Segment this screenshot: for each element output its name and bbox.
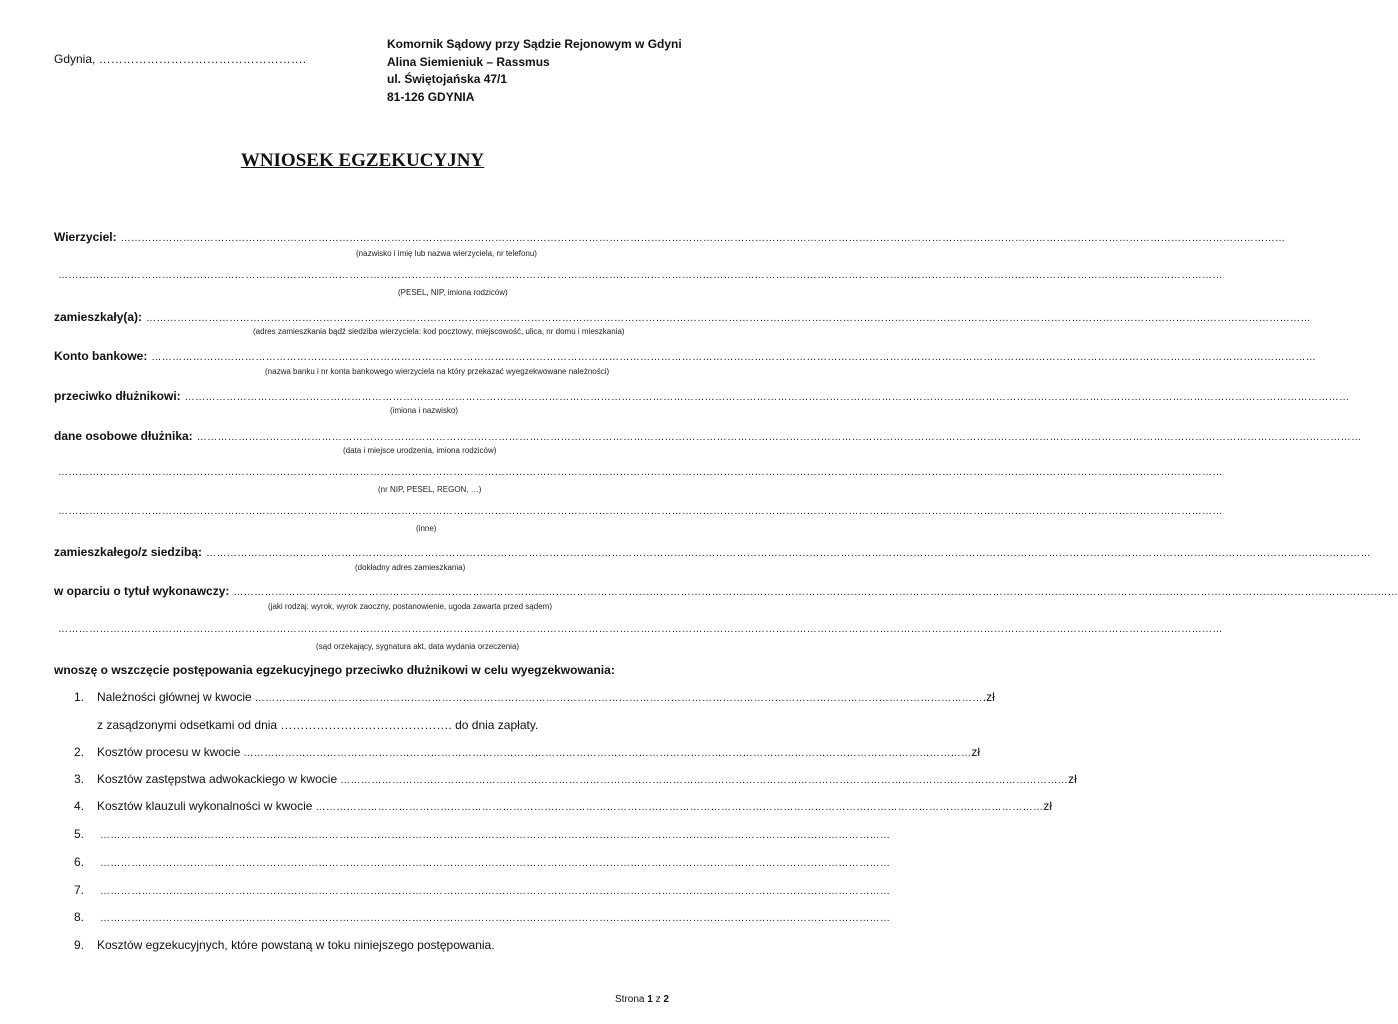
recipient-address [387, 36, 682, 106]
list-item[interactable] [74, 855, 891, 869]
item-text: Kosztów klauzuli wykonalności w kwocie [97, 799, 313, 813]
field-label: dane osobowe dłużnika: [54, 429, 193, 443]
page-footer [615, 994, 669, 1005]
field-hint: (nr NIP, PESEL, REGON, …) [378, 485, 482, 494]
fill-dots[interactable]: ………………………………………………………………………………………………………………………………………………………………………………………………………… [100, 830, 891, 841]
fill-dots[interactable]: ………………………………………………………………………………………………………………………………………………………………………………………………………………………………………………………………………………………………………… [58, 467, 1223, 478]
currency-unit: zł [1068, 772, 1077, 786]
list-item [74, 938, 674, 952]
interest-line[interactable]: z zasądzonymi odsetkami od dnia ……………………………………. do dnia zapłaty. [97, 718, 539, 732]
recipient-line: Alina Siemieniuk – Rassmus [387, 54, 550, 69]
field-hint: (sąd orzekający, sygnatura akt, data wydania orzeczenia) [316, 642, 520, 651]
field-hint: (data i miejsce urodzenia, imiona rodziców) [343, 446, 497, 455]
field-hint: (dokładny adres zamieszkania) [355, 563, 466, 572]
currency-unit: .zł [982, 690, 995, 704]
document-title: WNIOSEK EGZEKUCYJNY [240, 150, 485, 171]
page-number: 1 [647, 994, 653, 1005]
fill-dots[interactable]: ………………………………………………………………………………………………………………………………………………………………………………………………………………………………………………………………………………………………………… [146, 313, 1311, 324]
fill-dots[interactable]: ………………………………………………………………………………………………………………………………………………………………………………………………………… [100, 913, 891, 924]
item-number: 6. [74, 855, 85, 869]
list-item[interactable] [74, 799, 1053, 813]
field-label: przeciwko dłużnikowi: [54, 389, 181, 403]
fill-dots[interactable]: ………………………………………………………………………………………………………………………………………………………………………………………………………………………………………………………………………………………………………… [196, 432, 1362, 443]
field-hint: (inne) [416, 524, 437, 533]
page-separator: z [655, 994, 661, 1005]
recipient-line: Komornik Sądowy przy Sądzie Rejonowym w Gdyni [387, 37, 682, 51]
field-enforcement-title[interactable] [54, 584, 1398, 598]
field-label: Konto bankowe: [54, 349, 148, 363]
list-item[interactable] [74, 883, 891, 897]
fill-dots[interactable]: ………………………………………………………………………………………………………………………………………………………………………………………………………………………………………………………………………………………………………… [120, 233, 1286, 244]
item-text: Kosztów procesu w kwocie [97, 745, 241, 759]
field-label: w oparciu o tytuł wykonawczy: [54, 584, 230, 598]
fill-dots[interactable]: ………………………………………………………………………………………………………………………………………………………………………………………………………………………………………………………………………………………………………… [58, 270, 1223, 281]
fill-dots[interactable]: ………………………………………………………………………………………………………………………………………………………………………………………………………………………………………………………………………………………………………… [184, 392, 1350, 403]
fill-dots[interactable]: ………………………………………………………………………………………………………………………………………………………………………………………………………………………………………………………………………………………………………… [151, 352, 1317, 363]
field-hint: (PESEL, NIP, imiona rodziców) [398, 288, 508, 297]
field-creditor[interactable] [54, 230, 1286, 244]
fill-dots[interactable]: ………………………………………………………………………………………………………………………………………………………………………………………………………………………………………………………………………………………………………… [58, 506, 1223, 517]
field-debtor-address[interactable] [54, 545, 1371, 559]
item-number: 3. [74, 772, 85, 786]
item-number: 8. [74, 910, 85, 924]
field-label: zamieszkały(a): [54, 310, 143, 324]
field-creditor-ids[interactable] [54, 270, 1223, 281]
field-hint: (nazwisko i imię lub nazwa wierzyciela, nr telefonu) [356, 249, 537, 258]
list-item[interactable] [74, 910, 891, 924]
fill-dots[interactable]: ………………………………………………………………………………………………………………………………………………………………………………………… [315, 802, 1044, 813]
item-number: 7. [74, 883, 85, 897]
fill-dots[interactable]: ………………………………………………………………………………………………………………………………………………………………………………………………………………………………………………………………………………………………………… [58, 624, 1223, 635]
fill-dots[interactable]: ………………………………………………………………………………………………………………………………………………………………………………………………………………………………………………………………………………………………………… [206, 548, 1371, 559]
recipient-line: 81-126 GDYNIA [387, 89, 475, 104]
list-item[interactable] [74, 745, 981, 759]
item-number: 4. [74, 799, 85, 813]
fill-dots[interactable]: ………………………………………………………………………………………………………………………………………………………………………………………… [340, 775, 1069, 786]
item-number: 1. [74, 690, 85, 704]
field-creditor-address[interactable] [54, 310, 1311, 324]
field-debtor-ids[interactable] [54, 467, 1223, 478]
item-number: 5. [74, 827, 85, 841]
fill-dots[interactable]: ………………………………………………………………………………………………………………………………………………………………………………………………………………………………………………………………………………………………………… [233, 587, 1398, 598]
field-bank-account[interactable] [54, 349, 1317, 363]
item-number: 9. [74, 938, 85, 952]
field-hint: (nazwa banku i nr konta bankowego wierzyciela na który przekazać wyegzekwowane należności) [265, 367, 610, 376]
field-debtor[interactable] [54, 389, 1350, 403]
item-text: Należności głównej w kwocie [97, 690, 252, 704]
place-date-line: Gdynia, ……………………………………………. [54, 52, 307, 66]
currency-unit: zł [1043, 799, 1053, 813]
item-number: 2. [74, 745, 85, 759]
fill-dots[interactable]: ………………………………………………………………………………………………………………………………………………………………………………………… [254, 693, 983, 704]
page-label: Strona [615, 994, 645, 1005]
item-text: Kosztów zastępstwa adwokackiego w kwocie [97, 772, 338, 786]
field-court-details[interactable] [54, 624, 1223, 635]
field-label: Wierzyciel: [54, 230, 117, 244]
list-item[interactable] [74, 772, 1077, 786]
field-hint: (adres zamieszkania bądź siedziba wierzyciela: kod pocztowy, miejscowość, ulica, nr domu i mieszkania) [253, 327, 625, 336]
fill-dots[interactable]: ………………………………………………………………………………………………………………………………………………………………………………………… [243, 748, 972, 759]
fill-dots[interactable]: ………………………………………………………………………………………………………………………………………………………………………………………………………… [100, 858, 891, 869]
field-hint: (imiona i nazwisko) [390, 406, 459, 415]
field-other[interactable] [54, 506, 1223, 517]
list-item[interactable] [74, 827, 891, 841]
field-label: zamieszkałego/z siedzibą: [54, 545, 203, 559]
fill-dots[interactable]: ………………………………………………………………………………………………………………………………………………………………………………………………………… [100, 886, 891, 897]
currency-unit: zł [971, 745, 981, 759]
page-total: 2 [663, 994, 669, 1005]
field-hint: (jaki rodzaj: wyrok, wyrok zaoczny, postanowienie, ugoda zawarta przed sądem) [268, 602, 552, 611]
recipient-line: ul. Świętojańska 47/1 [387, 72, 508, 86]
list-item[interactable] [74, 690, 995, 704]
field-debtor-personal[interactable] [54, 429, 1362, 443]
item-text: Kosztów egzekucyjnych, które powstaną w toku niniejszego postępowania. [97, 938, 495, 952]
request-intro: wnoszę o wszczęcie postępowania egzekucyjnego przeciwko dłużnikowi w celu wyegzekwowania: [54, 663, 615, 677]
